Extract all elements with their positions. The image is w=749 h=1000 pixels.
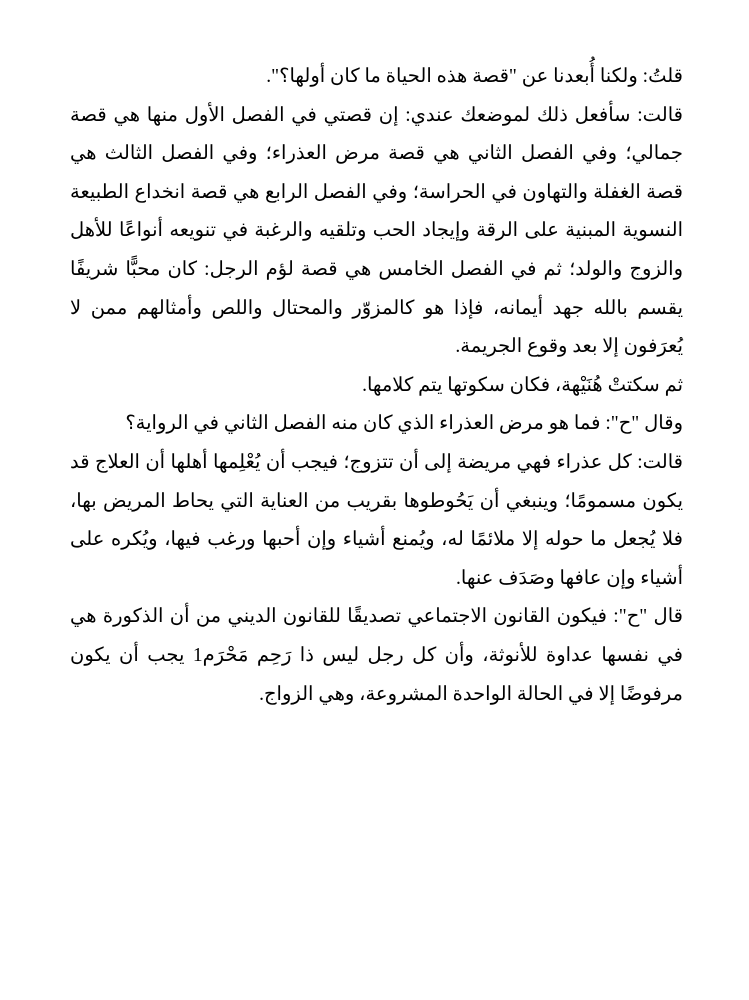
- paragraph-4: وقال "ح": فما هو مرض العذراء الذي كان منه الفصل الثاني في الرواية؟: [125, 413, 683, 435]
- paragraph-2: قالت: سأفعل ذلك لموضعك عندي: إن قصتي في الفصل الأول منها هي قصة جمالي؛ وفي الفصل الثاني هي قصة مرض العذراء؛ وفي الفصل الثالث هي قصة الغفلة والتهاون في الحراسة؛ وفي الفصل الرابع هي قصة انخداع الطبيعة النسوية المبنية على الرقة وإيجاد الحب وتلقيه والرغبة في تنويعه أنواعًا للأهل والزوج والولد؛ ثم في الفصل الخامس هي قصة لؤم الرجل: كان محبًّا شريفًا يقسم بالله جهد أيمانه، فإذا هو كالمزوّر والمحتال واللص وأمثالهم ممن لا يُعرَفون إلا بعد وقوع الجريمة.: [70, 104, 683, 358]
- body-text: [70, 58, 683, 714]
- paragraph-6: قال "ح": فيكون القانون الاجتماعي تصديقًا للقانون الديني من أن الذكورة هي في نفسها عداوة للأنوثة، وأن كل رجل ليس ذا رَحِم مَحْرَم1 يجب أن يكون مرفوضًا إلا في الحالة الواحدة المشروعة، وهي الزواج.: [70, 606, 683, 705]
- paragraph-1: قلتُ: ولكنا أُبعدنا عن "قصة هذه الحياة ما كان أولها؟".: [266, 66, 683, 87]
- paragraph-3: ثم سكتتْ هُنَيْهة، فكان سكوتها يتم كلامها.: [362, 374, 683, 396]
- paragraph-5: قالت: كل عذراء فهي مريضة إلى أن تتزوج؛ فيجب أن يُعْلِمها أهلها أن العلاج قد يكون مسمومًا؛ وينبغي أن يَحُوطوها بقريب من العناية التي يحاط المريض بها، فلا يُجعل ما حوله إلا ملائمًا له، ويُمنع أشياء وإن أحبها ورغب فيها، ويُكره على أشياء وإن عافها وصَدَف عنها.: [70, 451, 683, 589]
